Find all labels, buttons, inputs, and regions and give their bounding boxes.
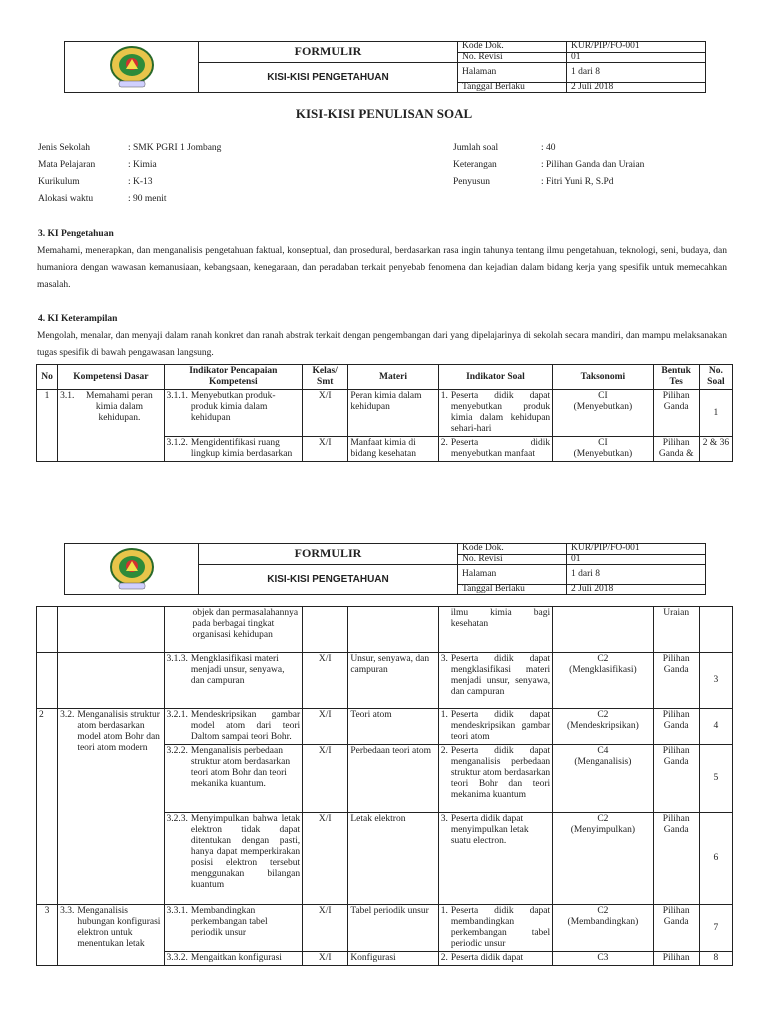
form-title: FORMULIR — [199, 544, 458, 565]
form-header-page2 — [64, 543, 706, 595]
col-materi: Materi — [348, 365, 438, 390]
revisi-label: No. Revisi — [458, 554, 567, 565]
info-penyusun: Penyusun : Fitri Yuni R, S.Pd — [453, 177, 614, 187]
document-title: KISI-KISI PENULISAN SOAL — [295, 106, 473, 121]
ki3-text: Memahami, menerapkan, dan menganalisis pengetahuan faktual, konseptual, dan prosedural, berdasarkan rasa ingin tahunya tentang ilmu pengetahuan, teknologi, seni, budaya, dan humaniora dengan wawasan kemanusiaan, kebangsaan, kenegaraan, dan peradaban terkait penyebab fenomena dan kejadian dalam bidang kerja yang spesifik untuk memecahkan masalah. — [37, 246, 727, 290]
kisi-table-page1 — [36, 364, 733, 462]
table-row: 3.2.2. Menganalisis perbedaan struktur atom berdasarkan teori atom Bohr dan teori mekanika kuantum. X/I Perbedaan teori atom 2. Peserta didik dapat menganalisis perbedaan struktur atom berdasarkan teori Bohr dan teori mekanima kuantum C4 (Menganalisis) Pilihan Ganda 5 — [37, 745, 733, 813]
table-row: 2 3.2. Menganalisis struktur atom berdasarkan model atom Bohr dan teori atom modern 3.2.1. Mendeskripsikan gambar model atom dari teori Daltom sampai teori Bohr. X/I Teori atom 1. Peserta didik dapat mendeskripsikan gambar teori atom C2 (Mendeskripsikan) Pilihan Ganda 4 — [37, 709, 733, 745]
halaman-value: 1 dari 8 — [567, 565, 706, 585]
table-row: 3.1.3. Mengklasifikasi materi menjadi unsur, senyawa, dan campuran X/I Unsur, senyawa, dan campuran 3. Peserta didik dapat mengklasifikasi materi menjadi unsur, senyawa, dan campuran C2 (Mengklasifikasi) Pilihan Ganda 3 — [37, 653, 733, 709]
info-alokasi-waktu: Alokasi waktu : 90 menit — [38, 194, 167, 204]
kisi-table-page2 — [36, 606, 733, 966]
col-no: No — [37, 365, 58, 390]
info-kurikulum: Kurikulum : K-13 — [38, 177, 153, 187]
school-logo — [65, 544, 199, 595]
table-row: 3.3.2. Mengaitkan konfigurasi X/I Konfigurasi 2. Peserta didik dapat C3 Pilihan 8 — [37, 952, 733, 966]
tanggal-value: 2 Juli 2018 — [567, 584, 706, 595]
table-row: 3.1.2. Mengidentifikasi ruang lingkup kimia berdasarkan X/I Manfaat kimia di bidang kesehatan 2. Peserta didik menyebutkan manfaat CI (Menyebutkan) Pilihan Ganda & 2 & 36 — [37, 437, 733, 462]
halaman-label: Halaman — [458, 63, 567, 83]
col-indikator-pencapaian: Indikator Pencapaian Kompetensi — [164, 365, 303, 390]
halaman-label: Halaman — [458, 565, 567, 585]
tanggal-label: Tanggal Berlaku — [458, 82, 567, 93]
ki4-heading: 4. KI Keterampilan — [38, 314, 118, 324]
table-row: 1 3.1. Memahami peran kimia dalam kehidupan. 3.1.1. Menyebutkan produk-produk kimia dalam kehidupan X/I Peran kimia dalam kehidupan 1. Peserta didik dapat menyebutkan produk kimia dalam kehidupan sehari-hari CI (Menyebutkan) Pilihan Ganda 1 — [37, 390, 733, 437]
revisi-value: 01 — [567, 52, 706, 63]
form-subtitle: KISI-KISI PENGETAHUAN — [199, 565, 458, 595]
kode-dok-value: KUR/PIP/FO-001 — [567, 544, 706, 555]
form-header — [64, 41, 706, 93]
kode-dok-label: Kode Dok. — [458, 42, 567, 53]
col-kompetensi-dasar: Kompetensi Dasar — [58, 365, 164, 390]
halaman-value: 1 dari 8 — [567, 63, 706, 83]
table-row: 3 3.3. Menganalisis hubungan konfigurasi elektron untuk menentukan letak 3.3.1. Membandingkan perkembangan tabel periodik unsur X/I Tabel periodik unsur 1. Peserta didik dapat membandingkan perkembangan tabel periodic unsur C2 (Membandingkan) Pilihan Ganda 7 — [37, 905, 733, 952]
info-keterangan: Keterangan : Pilihan Ganda dan Uraian — [453, 160, 645, 170]
form-title: FORMULIR — [199, 42, 458, 63]
col-no-soal: No. Soal — [699, 365, 732, 390]
revisi-label: No. Revisi — [458, 52, 567, 63]
table-row: objek dan permasalahannya pada berbagai tingkat organisasi kehidupan ilmu kimia bagi kesehatan Uraian — [37, 607, 733, 653]
ki3-heading: 3. KI Pengetahuan — [38, 229, 114, 239]
col-taksonomi: Taksonomi — [553, 365, 653, 390]
col-bentuk-tes: Bentuk Tes — [653, 365, 699, 390]
info-jenis-sekolah: Jenis Sekolah : SMK PGRI 1 Jombang — [38, 143, 222, 153]
ki4-text: Mengolah, menalar, dan menyaji dalam ranah konkret dan ranah abstrak terkait dengan pengembangan dari yang dipelajarinya di sekolah secara mandiri, dan mampu melaksanakan tugas spesifik di bawah pengawasan langsung. — [37, 331, 727, 358]
tanggal-label: Tanggal Berlaku — [458, 584, 567, 595]
school-logo — [65, 42, 199, 93]
info-mata-pelajaran: Mata Pelajaran : Kimia — [38, 160, 157, 170]
revisi-value: 01 — [567, 554, 706, 565]
tanggal-value: 2 Juli 2018 — [567, 82, 706, 93]
col-kelas: Kelas/ Smt — [303, 365, 348, 390]
kode-dok-label: Kode Dok. — [458, 544, 567, 555]
form-subtitle: KISI-KISI PENGETAHUAN — [199, 63, 458, 93]
col-indikator-soal: Indikator Soal — [438, 365, 552, 390]
info-jumlah-soal: Jumlah soal : 40 — [453, 143, 556, 153]
table-row: 3.2.3. Menyimpulkan bahwa letak elektron tidak dapat ditentukan dengan pasti, hanya dapat memperkirakan posisi elektron tersebut menggunakan bilangan kuantum X/I Letak elektron 3. Peserta didik dapat menyimpulkan letak suatu electron. C2 (Menyimpulkan) Pilihan Ganda 6 — [37, 813, 733, 905]
kode-dok-value: KUR/PIP/FO-001 — [567, 42, 706, 53]
